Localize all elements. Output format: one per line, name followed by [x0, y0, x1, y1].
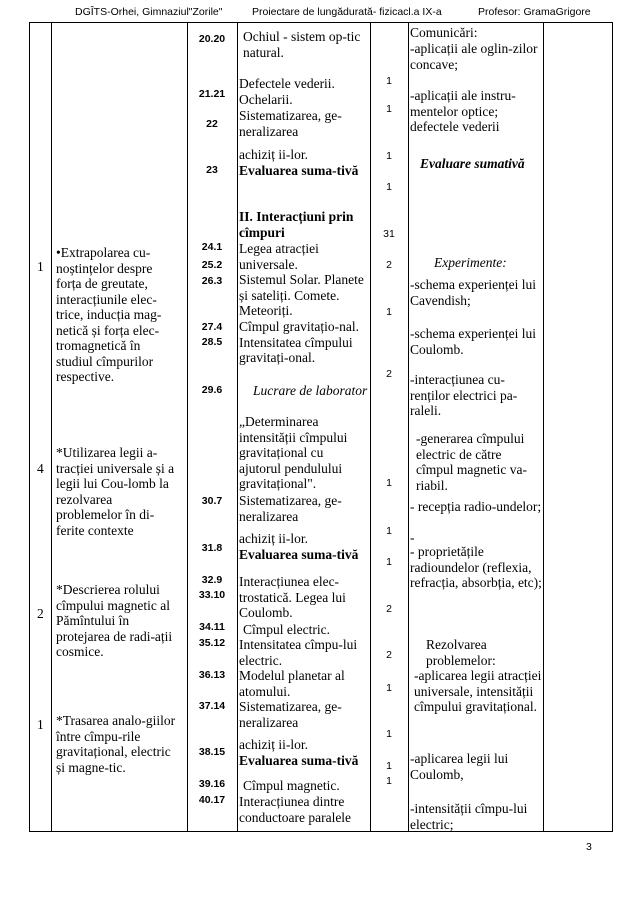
content-item: Sistemul Solar. Planete și sateliți. Comete. Meteoriți. — [239, 272, 364, 318]
content-item: Sistematizarea, ge-neralizarea — [239, 493, 342, 524]
content-item: Intensitatea cîmpu-lui electric. — [239, 637, 358, 668]
hours-value: 1 — [386, 477, 392, 489]
lesson-number: 20.20 — [198, 33, 226, 45]
hours-value: 1 — [386, 760, 392, 772]
content-item: achiziț ii-lor. — [239, 531, 308, 546]
header-title: Proiectare de lungădurată- fizicacl.a IX-a — [252, 6, 442, 18]
activity-item: -interacțiunea cu-renților electrici pa-raleli. — [410, 372, 518, 418]
activity-item: -schema experienței lui Coulomb. — [410, 326, 536, 357]
header-school: DGÎTS-Orhei, Gimnaziul"Zorile" — [75, 6, 223, 18]
content-item: Evaluarea suma-tivă — [239, 163, 359, 178]
section-title: II. Interacțiuni prin cîmpuri — [239, 209, 354, 240]
lesson-number: 28.5 — [201, 336, 223, 348]
content-item: Evaluarea suma-tivă — [239, 547, 359, 562]
content-item: Cîmpul gravitațio-nal. Intensitatea cîmpului gravitați-onal. — [239, 319, 359, 365]
content-item: Modelul planetar al atomului. — [239, 668, 345, 699]
lesson-number: 29.6 — [201, 384, 223, 396]
column-divider — [237, 23, 238, 831]
content-item: Ochiul - sistem op-tic natural. — [243, 29, 361, 60]
hours-value: 31 — [383, 228, 395, 240]
competence-text: *Descrierea rolului cîmpului magnetic al Pămîntului în protejarea de radi-ații cosmice. — [56, 582, 173, 659]
hours-value: 1 — [386, 150, 392, 162]
competence-number: 1 — [37, 717, 44, 732]
lesson-number: 35.12 — [198, 637, 226, 649]
lesson-number: 21.21 — [198, 88, 226, 100]
competence-text: *Trasarea analo-giilor între cîmpu-rile gravitațional, electric și magne-tic. — [56, 713, 176, 775]
hours-value: 1 — [386, 103, 392, 115]
hours-value: 2 — [386, 603, 392, 615]
content-item: achiziț ii-lor. — [239, 737, 308, 752]
lesson-number: 39.16 — [198, 778, 226, 790]
lesson-number: 26.3 — [201, 275, 223, 287]
lesson-number: 32.9 — [201, 574, 223, 586]
activity-item: -aplicații ale oglin-zilor concave; — [410, 41, 538, 72]
column-divider — [543, 23, 544, 831]
competence-number: 2 — [37, 606, 44, 621]
activity-item: -generarea cîmpului electric de către cîmpul magnetic va-riabil. — [416, 431, 527, 493]
activity-item: -intensității cîmpu-lui electric; — [410, 801, 528, 832]
content-item: Sistematizarea, ge-neralizarea — [239, 699, 342, 730]
lesson-number: 24.1 — [201, 241, 223, 253]
lesson-number: 36.13 — [198, 669, 226, 681]
hours-value: 2 — [386, 368, 392, 380]
lesson-numbers-column — [187, 23, 237, 831]
hours-value: 1 — [386, 682, 392, 694]
content-item: Interacțiunea elec-trostatică. Legea lui Coulomb. — [239, 574, 346, 620]
competence-text: •Extrapolarea cu-noștințelor despre forța de greutate, interacțiunile elec-trice, inducția mag-netică și forța elec-tromagnetică în studiul cîmpurilor respective. — [56, 245, 162, 384]
activity-item: Evaluare sumativă — [420, 156, 525, 171]
lesson-number: 33.10 — [198, 589, 226, 601]
activity-item: - proprietățile radioundelor (reflexia, refracția, absorbția, etc); — [410, 544, 542, 590]
lesson-number: 37.14 — [198, 700, 226, 712]
hours-value: 1 — [386, 181, 392, 193]
lesson-number: 25.2 — [201, 259, 223, 271]
content-item: Sistematizarea, ge-neralizarea — [239, 108, 342, 139]
lesson-number: 23 — [206, 164, 218, 176]
lesson-number: 40.17 — [198, 794, 226, 806]
hours-value: 1 — [386, 556, 392, 568]
activity-item: -aplicații ale instru-mentelor optice; defectele vederii — [410, 88, 516, 134]
content-item: Cîmpul magnetic. — [243, 778, 340, 793]
activity-item: - — [410, 530, 415, 545]
competence-text: *Utilizarea legii a-tracției universale și a legii lui Cou-lomb la rezolvarea problemelor în di-ferite contexte — [56, 445, 175, 538]
curriculum-table — [29, 22, 613, 832]
lesson-number: 27.4 — [201, 321, 223, 333]
lesson-number: 38.15 — [198, 746, 226, 758]
competence-number: 1 — [37, 259, 44, 274]
activity-item: Rezolvarea problemelor: — [426, 637, 496, 668]
activity-item: Experimente: — [434, 255, 507, 270]
hours-value: 1 — [386, 525, 392, 537]
activity-item: - recepția radio-undelor; — [410, 499, 542, 514]
page-number: 3 — [586, 841, 592, 853]
activity-item: Comunicări: — [410, 25, 478, 40]
content-item: Interacțiunea dintre conductoare paralele — [239, 794, 352, 825]
content-item: „Determinarea intensității cîmpului gravitațional cu ajutorul pendulului gravitațional". — [239, 414, 348, 491]
hours-value: 1 — [386, 75, 392, 87]
hours-value: 2 — [386, 259, 392, 271]
lesson-number: 30.7 — [201, 495, 223, 507]
column-divider — [370, 23, 371, 831]
content-item: Legea atracției universale. — [239, 241, 319, 272]
content-item: achiziț ii-lor. — [239, 147, 308, 162]
lesson-number: 31.8 — [201, 542, 223, 554]
lesson-number: 34.11 — [199, 621, 225, 633]
lesson-number: 22 — [206, 118, 218, 130]
page-header — [0, 6, 638, 22]
column-divider — [408, 23, 409, 831]
column-divider — [51, 23, 52, 831]
content-item: Evaluarea suma-tivă — [239, 753, 359, 768]
content-item: Defectele vederii. Ochelarii. — [239, 76, 335, 107]
activity-item: -schema experienței lui Cavendish; — [410, 277, 536, 308]
hours-value: 2 — [386, 649, 392, 661]
header-teacher: Profesor: GramaGrigore — [478, 6, 591, 18]
competence-number: 4 — [37, 461, 44, 476]
content-item: Lucrare de laborator — [253, 383, 368, 398]
hours-value: 1 — [386, 728, 392, 740]
hours-value: 1 — [386, 775, 392, 787]
hours-value: 1 — [386, 306, 392, 318]
content-item: Cîmpul electric. — [243, 622, 330, 637]
activity-item: -aplicarea legii atracției universale, intensității cîmpului gravitațional. — [414, 668, 542, 714]
activity-item: -aplicarea legii lui Coulomb, — [410, 751, 509, 782]
